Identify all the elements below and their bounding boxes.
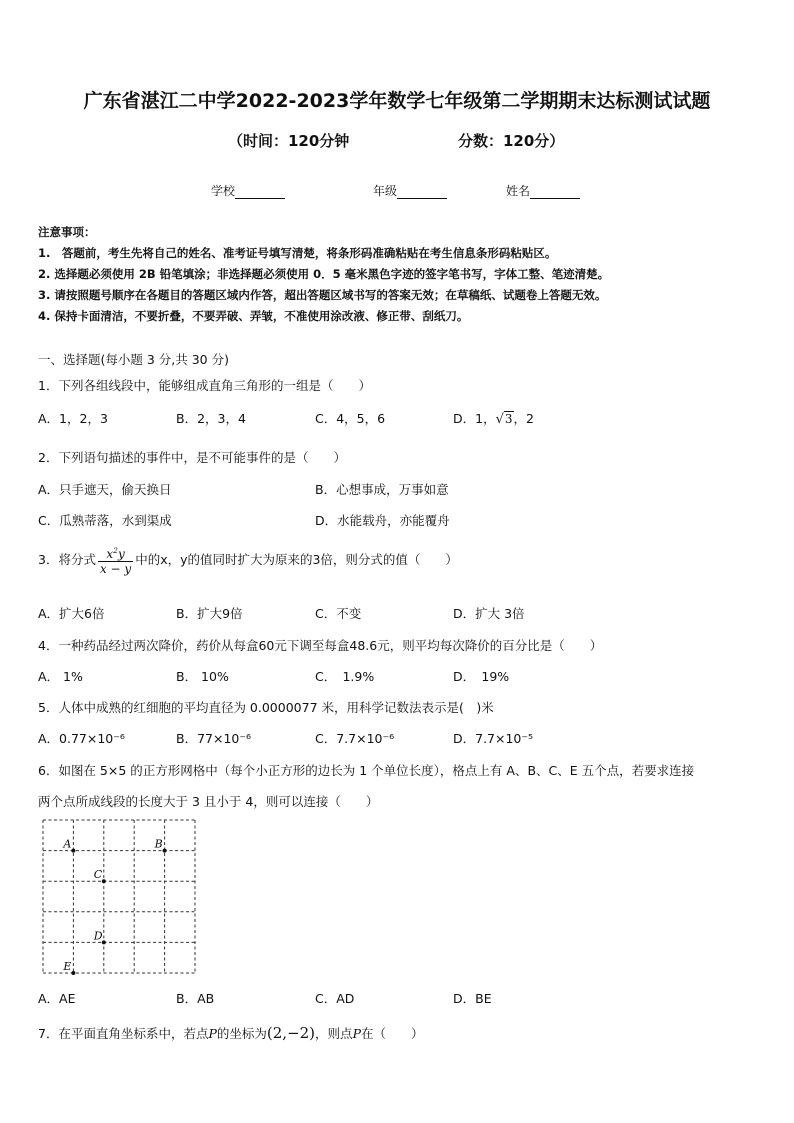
question-6-stem-line1: 6．如图在 5×5 的正方形网格中（每个小正方形的边长为 1 个单位长度），格点上有 A、B、C、E 五个点，若要求连接 <box>38 763 695 778</box>
question-1-stem: 1．下列各组线段中，能够组成直角三角形的一组是（ ） <box>38 378 371 393</box>
grid-figure <box>40 818 200 980</box>
school-blank <box>235 185 285 199</box>
question-4-option-d: D． 19% <box>453 669 510 684</box>
question-6-option-b: B．AB <box>176 991 215 1006</box>
grid-point-label: C <box>93 868 103 882</box>
grade-field <box>373 182 447 199</box>
question-1-option-d: D．1，√3，2 <box>453 411 534 427</box>
question-5-stem: 5．人体中成熟的红细胞的平均直径为 0.0000077 米，用科学记数法表示是( )米 <box>38 700 494 715</box>
page-title: 广东省湛江二中学2022-2023学年数学七年级第二学期期末达标测试试题 <box>83 90 711 112</box>
exam-score: 分数：120分） <box>458 132 565 150</box>
question-2-option-d: D．水能载舟，亦能覆舟 <box>315 513 450 528</box>
notice-item: 3. 请按照题号顺序在各题目的答题区域内作答，超出答题区域书写的答案无效；在草稿纸、试题卷上答题无效。 <box>38 288 607 302</box>
question-5-option-a: A．0.77×10⁻⁶ <box>38 731 125 746</box>
question-5-option-d: D．7.7×10⁻⁵ <box>453 731 533 746</box>
question-3-option-d: D．扩大 3倍 <box>453 606 525 621</box>
question-1-option-a: A．1，2，3 <box>38 411 108 426</box>
question-2-option-a: A．只手遮天，偷天换日 <box>38 482 172 497</box>
question-5-option-b: B．77×10⁻⁶ <box>176 731 251 746</box>
notice-item: 1. 答题前，考生先将自己的姓名、准考证号填写清楚，将条形码准确粘贴在考生信息条形码粘贴区。 <box>38 246 557 260</box>
question-3-stem: 3．将分式 $\frac{x^2y}{x - y}$ 中的x，y的值同时扩大为原来的3倍，则分式的值（ ） <box>38 546 458 576</box>
grade-label: 年级 <box>373 184 398 198</box>
section-heading: 一、选择题(每小题 3 分,共 30 分) <box>38 352 229 367</box>
name-label: 姓名 <box>506 184 531 198</box>
grid-point-b <box>163 849 167 853</box>
question-6-option-a: A．AE <box>38 991 76 1006</box>
grid-point-e <box>71 971 75 975</box>
question-1-option-b: B．2，3，4 <box>176 411 246 426</box>
question-2-stem: 2．下列语句描述的事件中，是不可能事件的是（ ） <box>38 450 346 465</box>
question-7-stem: 7．在平面直角坐标系中，若点P的坐标为(2,−2)，则点P在（ ） <box>38 1024 424 1042</box>
notice-item: 2. 选择题必须使用 2B 铅笔填涂；非选择题必须使用 0．5 毫米黑色字迹的签字笔书写，字体工整、笔迹清楚。 <box>38 267 610 281</box>
school-field <box>211 182 285 199</box>
grid-point-c <box>102 879 106 883</box>
question-2-option-c: C．瓜熟蒂落，水到渠成 <box>38 513 172 528</box>
grid-point-label: A <box>63 837 72 851</box>
question-4-option-c: C． 1.9% <box>315 669 375 684</box>
question-6-stem-line2: 两个点所成线段的长度大于 3 且小于 4，则可以连接（ ） <box>38 794 379 809</box>
question-4-stem: 4．一种药品经过两次降价，药价从每盒60元下调至每盒48.6元，则平均每次降价的百分比是（ ） <box>38 638 603 653</box>
question-3-option-b: B．扩大9倍 <box>176 606 243 621</box>
school-label: 学校 <box>211 184 236 198</box>
grid-point-label: B <box>154 837 163 851</box>
question-4-option-b: B． 10% <box>176 669 229 684</box>
notice-heading: 注意事项： <box>38 225 96 239</box>
question-3-option-a: A．扩大6倍 <box>38 606 105 621</box>
notice-item: 4. 保持卡面清洁，不要折叠，不要弄破、弄皱，不准使用涂改液、修正带、刮纸刀。 <box>38 309 469 323</box>
grid-point-a <box>71 849 75 853</box>
question-1-option-c: C．4，5，6 <box>315 411 386 426</box>
question-4-option-a: A． 1% <box>38 669 83 684</box>
name-blank <box>530 185 580 199</box>
grid-point-label: D <box>93 929 103 943</box>
grid-point-label: E <box>63 960 72 973</box>
question-3-option-c: C．不变 <box>315 606 362 621</box>
question-6-option-d: D．BE <box>453 991 492 1006</box>
fraction: $\frac{x^2y}{x - y}$ <box>99 546 132 576</box>
sqrt-three: √3 <box>495 412 513 427</box>
exam-time: （时间：120分钟 <box>228 132 350 150</box>
name-field <box>506 182 580 199</box>
question-5-option-c: C．7.7×10⁻⁶ <box>315 731 395 746</box>
question-6-option-c: C．AD <box>315 991 355 1006</box>
coordinate: (2,−2) <box>266 1024 316 1042</box>
question-2-option-b: B．心想事成，万事如意 <box>315 482 449 497</box>
grade-blank <box>397 185 447 199</box>
